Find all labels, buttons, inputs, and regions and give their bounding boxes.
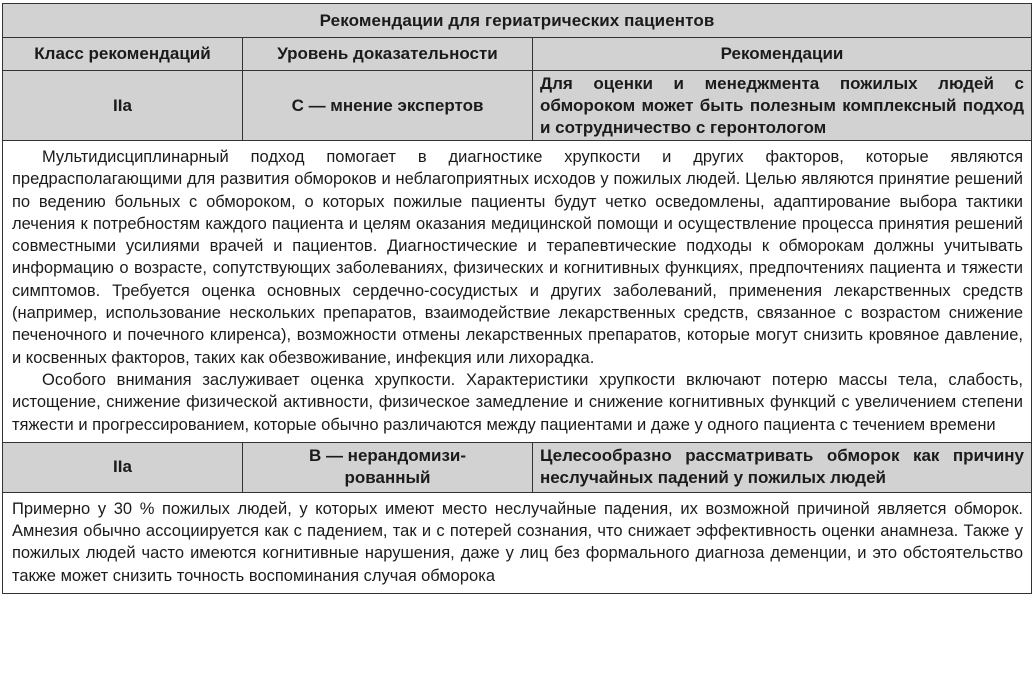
row2-level bbox=[243, 442, 533, 492]
row1-level: С — мнение экспертов bbox=[243, 71, 533, 141]
row1-paragraph-2: Особого внимания заслуживает оценка хрупкости. Характеристики хрупкости включают потерю массы тела, слабость, истощение, снижение физической активности, физическое замедление и снижение когнитивных функций с увеличением степени тяжести и прогрессированием, которые обычно различаются между пациентами и даже у одного пациента с течением времени bbox=[12, 370, 1024, 434]
header-class: Класс рекомендаций bbox=[3, 38, 243, 71]
row2-class: IIa bbox=[3, 442, 243, 492]
header-level: Уровень доказательности bbox=[243, 38, 533, 71]
row2-explanation bbox=[3, 492, 1032, 593]
row1-explanation bbox=[3, 141, 1032, 443]
row2-recommendation: Целесообразно рассматривать обморок как причину неслучайных падений у пожилых людей bbox=[533, 442, 1032, 492]
row2-level-line2: рованный bbox=[344, 468, 431, 488]
row1-recommendation: Для оценки и менеджмента пожилых людей с обмороком может быть полезным комплексный подход и сотрудничество с геронтологом bbox=[533, 71, 1032, 141]
row2-paragraph-1: Примерно у 30 % пожилых людей, у которых имеют место неслучайные падения, их возможной причиной является обморок. Амнезия обычно ассоциируется как с падением, так и с потерей сознания, что снижает эффективность оценки анамнеза. Также у пожилых людей часто имеются когнитивные нарушения, даже у лиц без формального диагноза деменции, и это обстоятельство также может снизить точность воспоминания случая обморока bbox=[12, 499, 1024, 585]
header-recommendation: Рекомендации bbox=[533, 38, 1032, 71]
row2-level-line1: В — нерандомизи- bbox=[308, 446, 467, 466]
geriatric-recommendations-table bbox=[2, 3, 1032, 594]
table-title: Рекомендации для гериатрических пациентов bbox=[3, 4, 1032, 38]
row1-class: IIa bbox=[3, 71, 243, 141]
row1-paragraph-1: Мультидисциплинарный подход помогает в диагностике хрупкости и других факторов, которые являются предрасполагающими для развития обмороков и неблагоприятных исходов у пожилых людей. Целью являются принятие решений по ведению больных с обмороком, о которых пожилые пациенты будут четко осведомлены, адаптирование выбора тактики лечения к потребностям каждого пациента и целям оказания медицинской помощи и осуществление процесса принятия решений совместными усилиями врачей и пациентов. Диагностические и терапевтические подходы к обморокам должны учитывать информацию о возрасте, сопутствующих заболеваниях, физических и когнитивных функциях, предпочтениях пациента и тяжести симптомов. Требуется оценка основных сердечно-сосудистых и других заболеваний, применения лекарственных средств (например, использование нескольких препаратов, взаимодействие лекарственных средств, связанное с возрастом снижение печеночного и почечного клиренса), возможности отмены лекарственных препаратов, которые могут снизить кровяное давление, и косвенных факторов, таких как обезвоживание, инфекция или лихорадка. bbox=[12, 148, 1024, 367]
